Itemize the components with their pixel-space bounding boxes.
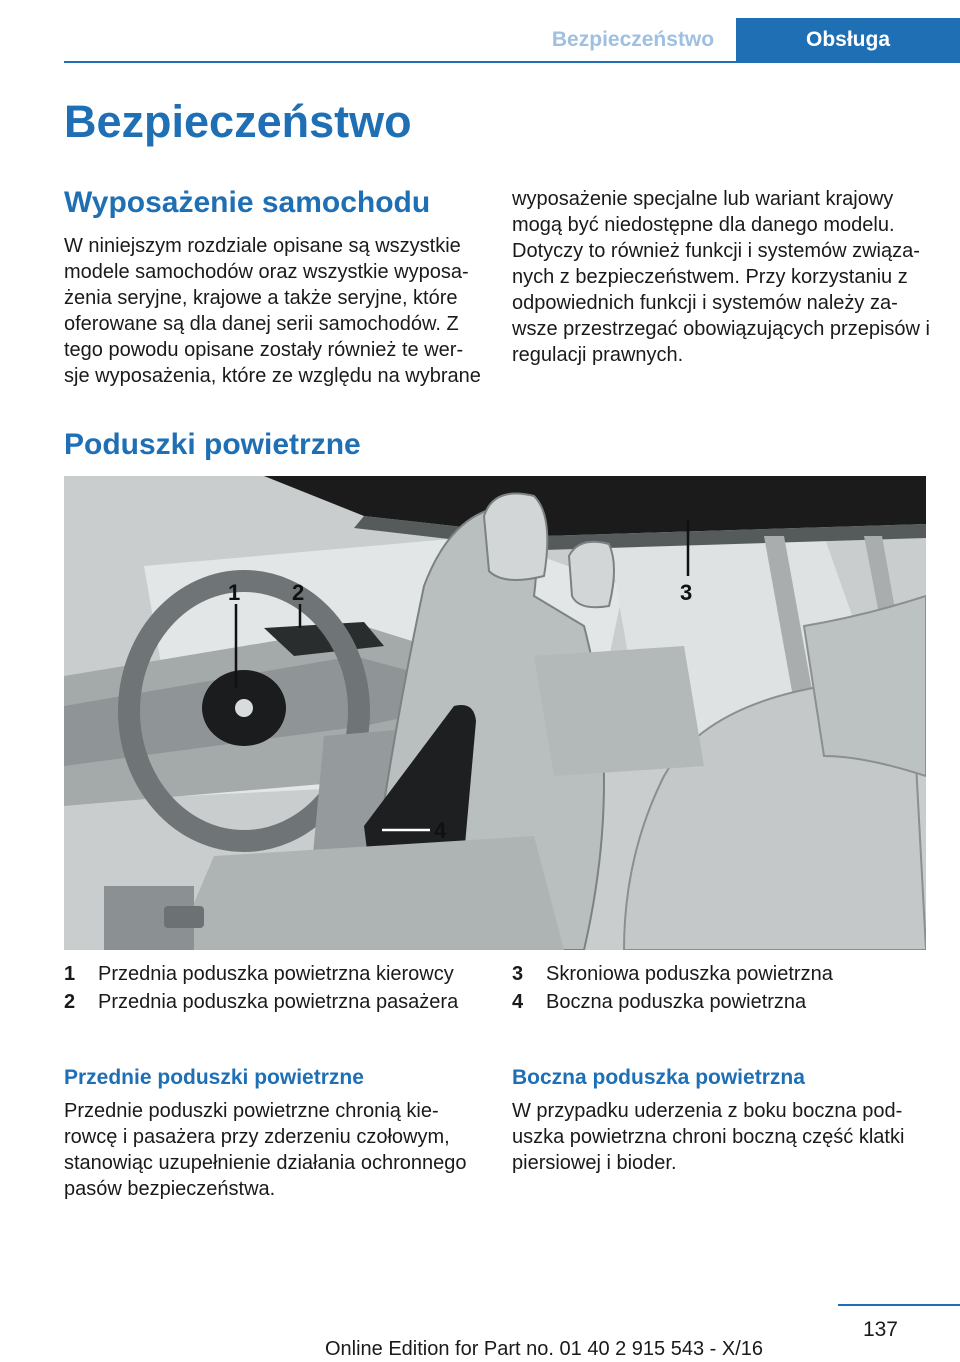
side-airbag-heading: Boczna poduszka powietrzna	[512, 1066, 805, 1089]
text-line: odpowiednich funkcji i systemów należy za‐	[512, 292, 898, 314]
figure-label-3: 3	[680, 580, 693, 605]
callout-number: 2	[64, 991, 76, 1013]
equipment-text-col1	[64, 233, 484, 389]
callout-item	[64, 960, 458, 988]
text-line: żenia seryjne, krajowe a także seryjne, które	[64, 287, 458, 309]
callout-item	[512, 960, 833, 988]
front-airbags-text	[64, 1098, 494, 1202]
text-line: sje wyposażenia, które ze względu na wybrane	[64, 365, 481, 387]
callout-text: Skroniowa poduszka powietrzna	[546, 963, 833, 985]
callout-text: Przednia poduszka powietrzna pasażera	[98, 991, 459, 1013]
side-airbag-text	[512, 1098, 942, 1176]
text-line: W przypadku uderzenia z boku boczna pod‐	[512, 1100, 903, 1122]
text-line: nych z bezpieczeństwem. Przy korzystaniu z	[512, 266, 908, 288]
figure-label-1: 1	[228, 580, 241, 605]
callout-text: Boczna poduszka powietrzna	[546, 991, 807, 1013]
text-line: stanowiąc uzupełnienie działania ochronnego	[64, 1152, 467, 1174]
callout-item	[512, 988, 833, 1016]
header-section-tab[interactable]: Bezpieczeństwo	[551, 28, 715, 51]
callout-list-left	[64, 960, 458, 1016]
equipment-heading: Wyposażenie samochodu	[64, 186, 431, 219]
text-line: rowcę i pasażera przy zderzeniu czołowym,	[64, 1126, 450, 1148]
page-title: Bezpieczeństwo	[64, 96, 412, 147]
text-line: pasów bezpieczeństwa.	[64, 1178, 276, 1200]
figure-label-4: 4	[434, 818, 447, 843]
page-number: 137	[862, 1318, 898, 1341]
text-line: piersiowej i bioder.	[512, 1152, 677, 1174]
footer-rule	[838, 1304, 960, 1306]
text-line: W niniejszym rozdziale opisane są wszystkie	[64, 235, 461, 257]
text-line: Dotyczy to również funkcji i systemów związa‐	[512, 240, 920, 262]
text-line: regulacji prawnych.	[512, 344, 684, 366]
callout-text: Przednia poduszka powietrzna kierowcy	[98, 963, 454, 985]
text-line: tego powodu opisane zostały również te wer‐	[64, 339, 464, 361]
text-line: oferowane są dla danej serii samochodów. Z	[64, 313, 459, 335]
callout-number: 1	[64, 963, 76, 985]
text-line: Przednie poduszki powietrzne chronią kie‐	[64, 1100, 439, 1122]
text-line: modele samochodów oraz wszystkie wyposa‐	[64, 261, 469, 283]
header-chapter-tab[interactable]: Obsługa	[736, 18, 960, 62]
airbag-illustration	[64, 476, 926, 950]
callout-number: 3	[512, 963, 524, 985]
callout-item	[64, 988, 458, 1016]
callout-list-right	[512, 960, 833, 1016]
text-line: uszka powietrzna chroni boczną część klatki	[512, 1126, 905, 1148]
equipment-text-col2	[512, 186, 942, 368]
text-line: wsze przestrzegać obowiązujących przepisów i	[512, 318, 930, 340]
header-rule	[64, 61, 960, 63]
text-line: wyposażenie specjalne lub wariant krajowy	[512, 188, 894, 210]
front-airbags-heading: Przednie poduszki powietrzne	[64, 1066, 364, 1089]
callout-number: 4	[512, 991, 524, 1013]
figure-label-2: 2	[292, 580, 305, 605]
text-line: mogą być niedostępne dla danego modelu.	[512, 214, 895, 236]
airbags-heading: Poduszki powietrzne	[64, 428, 361, 461]
edition-note: Online Edition for Part no. 01 40 2 915 543 - X/16	[324, 1338, 764, 1360]
